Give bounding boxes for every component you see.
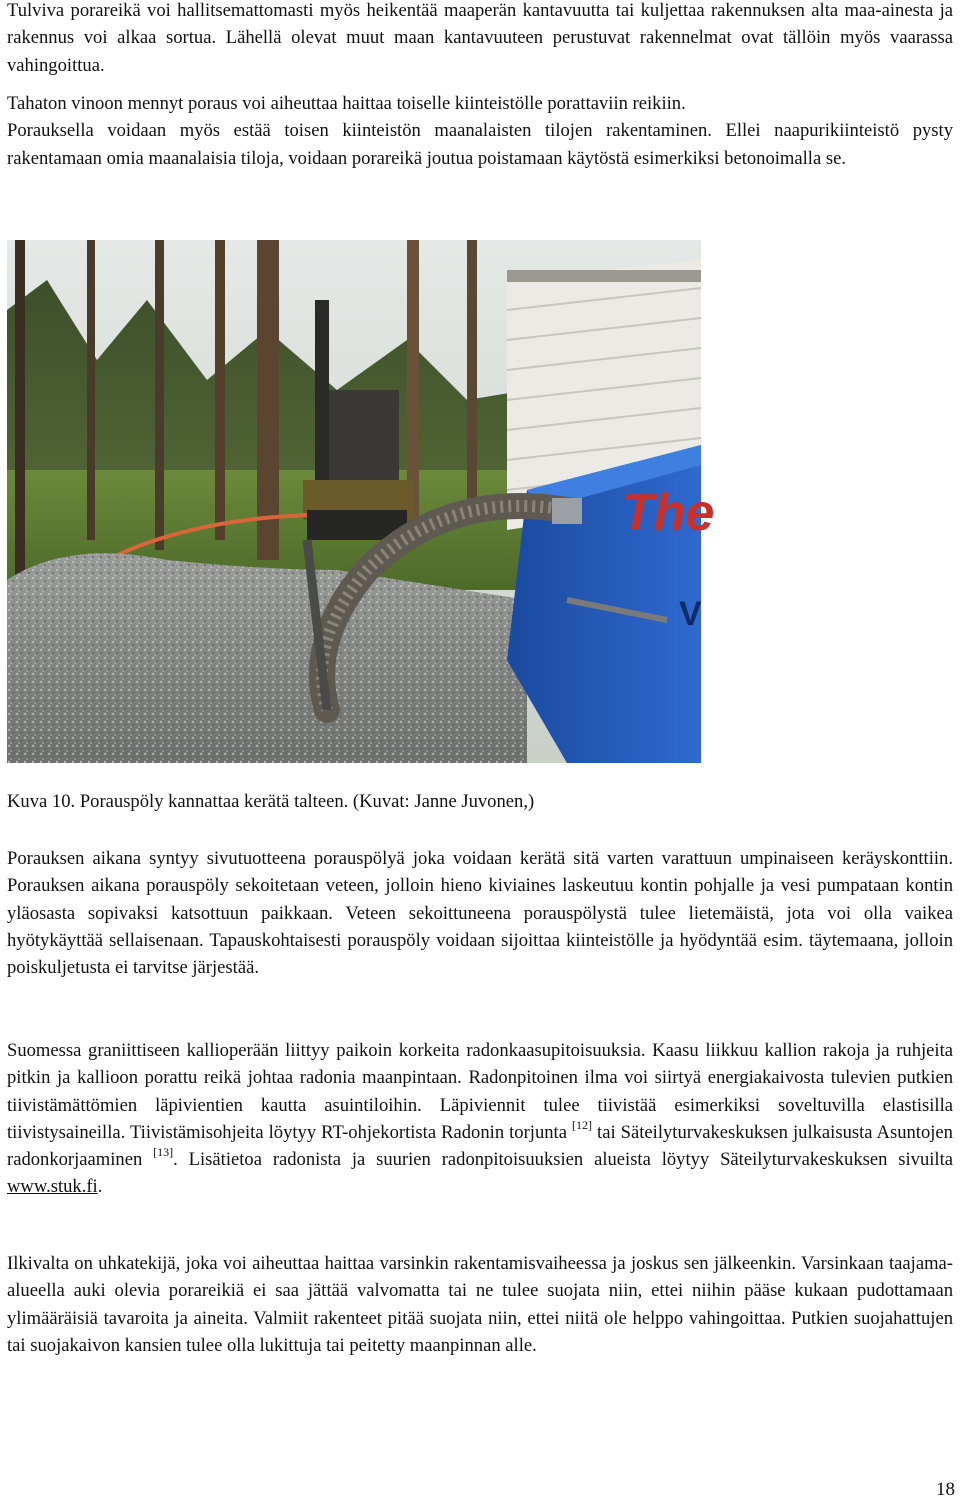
radon-text-b: tai Säteilyturvakeskuksen julkaisusta Asuntojen radonkorjaaminen bbox=[7, 1121, 953, 1171]
paragraph-neighbor-drilling-body: Porauksella voidaan myös estää toisen kiinteistön maanalaisten tilojen rakentaminen. Ellei naapurikiinteistö pysty rakentamaan omia maanalaisia tiloja, voidaan porareikä joutua poistamaan käytöstä esimerkiksi betonoimalla se. bbox=[7, 120, 953, 169]
figure-drilling-photo bbox=[7, 240, 715, 763]
paragraph-vandalism: Ilkivalta on uhkatekijä, joka voi aiheuttaa haittaa varsinkin rakentamisvaiheessa ja joskus sen jälkeenkin. Varsinkaan taajama-alueella auki olevia porareikiä ei saa jättää valvomatta tai ne tulee suojata niin, ettei niihin pääse kukaan pudottamaan ylimääräisiä tavaroita ja aineita. Valmiit rakenteet pitää suojata niin, ettei niitä ole helppo vahingoittaa. Putkien suojahattujen tai suojakaivon kansien tulee olla lukittuja tai peitetty maanpinnan alle. bbox=[7, 1253, 953, 1356]
stuk-link[interactable]: www.stuk.fi bbox=[7, 1176, 98, 1198]
figure-caption: Kuva 10. Porauspöly kannattaa kerätä talteen. (Kuvat: Janne Juvonen,) bbox=[7, 791, 535, 812]
reference-13: [13] bbox=[153, 1145, 174, 1159]
container-brand-text: The bbox=[622, 484, 715, 542]
radon-text-d: . bbox=[97, 1176, 103, 1198]
paragraph-neighbor-drilling-intro: Tahaton vinoon mennyt poraus voi aiheuttaa haittaa toiselle kiinteistölle porattaviin reikiin. bbox=[7, 93, 686, 114]
reference-12: [12] bbox=[572, 1117, 593, 1132]
paragraph-drilling-dust: Porauksen aikana syntyy sivutuotteena porauspölyä joka voidaan kerätä sitä varten varattuun umpinaiseen keräyskonttiin. Porauksen aikana porauspöly sekoitetaan veteen, jolloin hieno kiviaines laskeutuu kontin pohjalle ja vesi pumpataan kontin yläosasta sopivaksi katsottuun paikkaan. Veteen sekoittuneena porauspölystä tulee lietemäistä, jota voi olla vaikea hyötykäyttää sellaisenaan. Tapauskohtaisesti porauspöly voidaan sijoittaa kiinteistölle ja hyödyntää esim. täytemaana, jolloin poiskuljetusta ei tarvitse järjestää. bbox=[7, 848, 953, 979]
paragraph-foundation-risk: Tulviva porareikä voi hallitsemattomasti myös heikentää maaperän kantavuutta tai kuljettaa rakennuksen alta maa-ainesta ja rakennus voi alkaa sortua. Lähellä olevat muut maan kantavuuteen perustuvat rakennelmat ovat tällöin myös vaarassa vahingoittua. bbox=[7, 0, 953, 76]
paragraph-radon bbox=[7, 1037, 953, 1201]
paragraph-neighbor-drilling bbox=[7, 90, 953, 172]
radon-text-c: . Lisätietoa radonista ja suurien radonpitoisuuksien alueista löytyy Säteilyturvakeskuksen sivuilta bbox=[173, 1149, 954, 1171]
container-brand-text-2: V bbox=[679, 595, 702, 633]
page-number: 18 bbox=[936, 1479, 955, 1500]
radon-text-a: Suomessa graniittiseen kallioperään liittyy paikoin korkeita radonkaasupitoisuuksia. Kaasu liikkuu kallion rakoja ja ruhjeita pitkin ja kallioon porattu reikä johtaa radonia maanpintaan. Radonpitoinen ilma voi siirtyä energiakaivosta tulevien putkien tiivistämättömien läpivientien kautta asuintiloihin. Läpiviennit tulee tiivistää esimerkiksi soveltuvilla elastisilla tiivistysaineilla. Tiivistämisohjeita löytyy RT-ohjekortista Radonin torjunta bbox=[7, 1040, 953, 1143]
